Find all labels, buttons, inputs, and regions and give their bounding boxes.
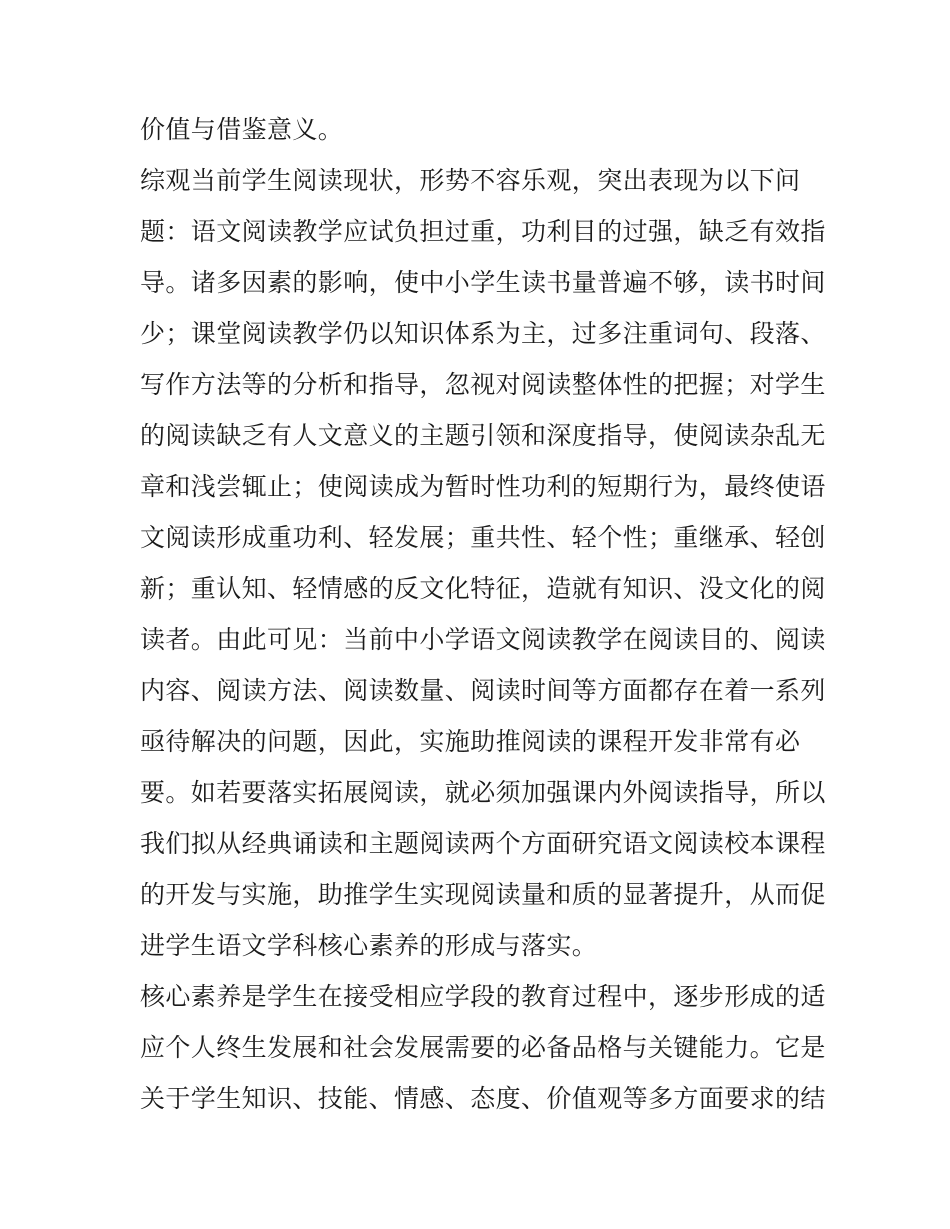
text-line: 新；重认知、轻情感的反文化特征，造就有知识、没文化的阅 — [140, 574, 826, 603]
text-line: 少；课堂阅读教学仍以知识体系为主，过多注重词句、段落、 — [140, 319, 826, 348]
text-line: 文阅读形成重功利、轻发展；重共性、轻个性；重继承、轻创 — [140, 523, 826, 552]
text-line: 的开发与实施，助推学生实现阅读量和质的显著提升，从而促 — [140, 880, 826, 909]
text-line: 题：语文阅读教学应试负担过重，功利目的过强，缺乏有效指 — [140, 217, 826, 246]
text-line: 综观当前学生阅读现状，形势不容乐观，突出表现为以下问 — [140, 166, 801, 195]
text-line: 内容、阅读方法、阅读数量、阅读时间等方面都存在着一系列 — [140, 676, 826, 705]
text-line: 章和浅尝辄止；使阅读成为暂时性功利的短期行为，最终使语 — [140, 472, 826, 501]
text-line: 价值与借鉴意义。 — [140, 115, 344, 144]
body-text — [140, 104, 826, 1124]
text-line: 我们拟从经典诵读和主题阅读两个方面研究语文阅读校本课程 — [140, 829, 826, 858]
text-line: 应个人终生发展和社会发展需要的必备品格与关键能力。它是 — [140, 1033, 826, 1062]
text-line: 关于学生知识、技能、情感、态度、价值观等多方面要求的结 — [140, 1084, 826, 1113]
text-line: 写作方法等的分析和指导，忽视对阅读整体性的把握；对学生 — [140, 370, 826, 399]
text-line: 导。诸多因素的影响，使中小学生读书量普遍不够，读书时间 — [140, 268, 826, 297]
text-line: 读者。由此可见：当前中小学语文阅读教学在阅读目的、阅读 — [140, 625, 826, 654]
text-line: 的阅读缺乏有人文意义的主题引领和深度指导，使阅读杂乱无 — [140, 421, 826, 450]
text-line: 亟待解决的问题，因此，实施助推阅读的课程开发非常有必 — [140, 727, 801, 756]
text-line: 要。如若要落实拓展阅读，就必须加强课内外阅读指导，所以 — [140, 778, 826, 807]
text-line: 核心素养是学生在接受相应学段的教育过程中，逐步形成的适 — [140, 982, 826, 1011]
text-line: 进学生语文学科核心素养的形成与落实。 — [140, 931, 598, 960]
